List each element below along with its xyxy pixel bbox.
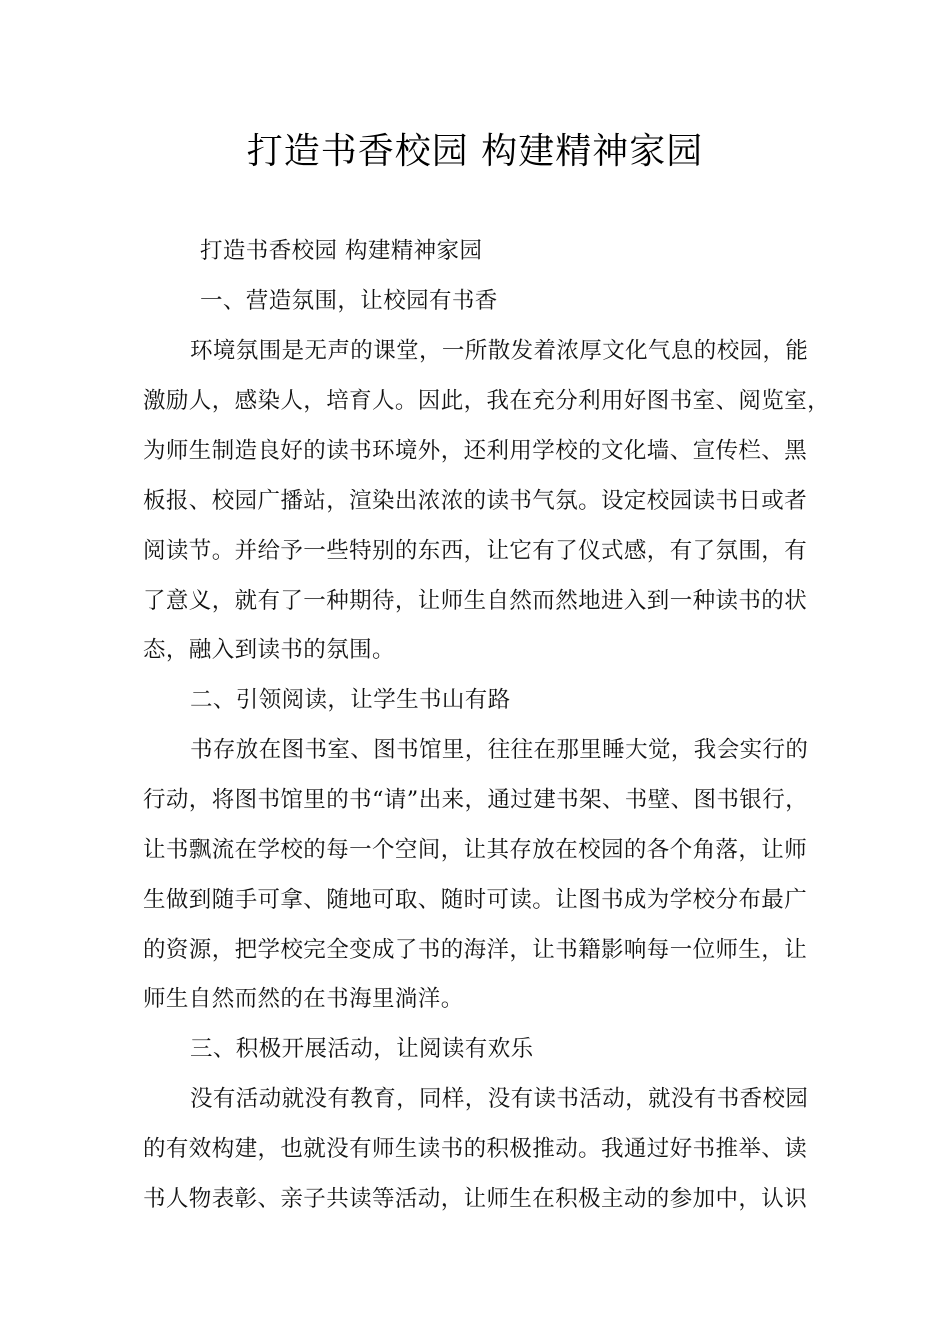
- paragraph-line: 环境氛围是无声的课堂，一所散发着浓厚文化气息的校园，能: [190, 338, 809, 364]
- paragraph-line: 态，融入到读书的氛围。: [143, 637, 395, 663]
- paragraph-line: 为师生制造良好的读书环境外，还利用学校的文化墙、宣传栏、黑: [143, 438, 808, 464]
- document-title: 打造书香校园 构建精神家园: [246, 131, 704, 172]
- paragraph-line: 没有活动就没有教育，同样，没有读书活动，就没有书香校园: [190, 1086, 809, 1112]
- section-heading: 二、引领阅读，让学生书山有路: [190, 687, 511, 713]
- paragraph-line: 板报、校园广播站，渲染出浓浓的读书气氛。设定校园读书日或者: [143, 488, 808, 514]
- paragraph-line: 激励人，感染人，培育人。因此，我在充分利用好图书室、阅览室，: [143, 388, 831, 414]
- section-heading: 一、营造氛围，让校园有书香: [200, 288, 498, 314]
- paragraph-line: 行动，将图书馆里的书“请”出来，通过建书架、书壁、图书银行，: [143, 787, 809, 813]
- paragraph-line: 阅读节。并给予一些特别的东西，让它有了仪式感，有了氛围，有: [143, 538, 808, 564]
- paragraph-line: 书人物表彰、亲子共读等活动，让师生在积极主动的参加中，认识: [143, 1186, 808, 1212]
- paragraph-line: 了意义，就有了一种期待，让师生自然而然地进入到一种读书的状: [143, 588, 808, 614]
- document-subtitle: 打造书香校园 构建精神家园: [200, 238, 483, 264]
- section-heading: 三、积极开展活动，让阅读有欢乐: [190, 1036, 534, 1062]
- paragraph-line: 书存放在图书室、图书馆里，往往在那里睡大觉，我会实行的: [190, 737, 809, 763]
- paragraph-line: 生做到随手可拿、随地可取、随时可读。让图书成为学校分布最广: [143, 887, 808, 913]
- paragraph-line: 让书飘流在学校的每一个空间，让其存放在校园的各个角落，让师: [143, 837, 808, 863]
- paragraph-line: 的有效构建，也就没有师生读书的积极推动。我通过好书推举、读: [143, 1136, 808, 1162]
- paragraph-line: 的资源，把学校完全变成了书的海洋，让书籍影响每一位师生，让: [143, 937, 808, 963]
- paragraph-line: 师生自然而然的在书海里淌洋。: [143, 986, 464, 1012]
